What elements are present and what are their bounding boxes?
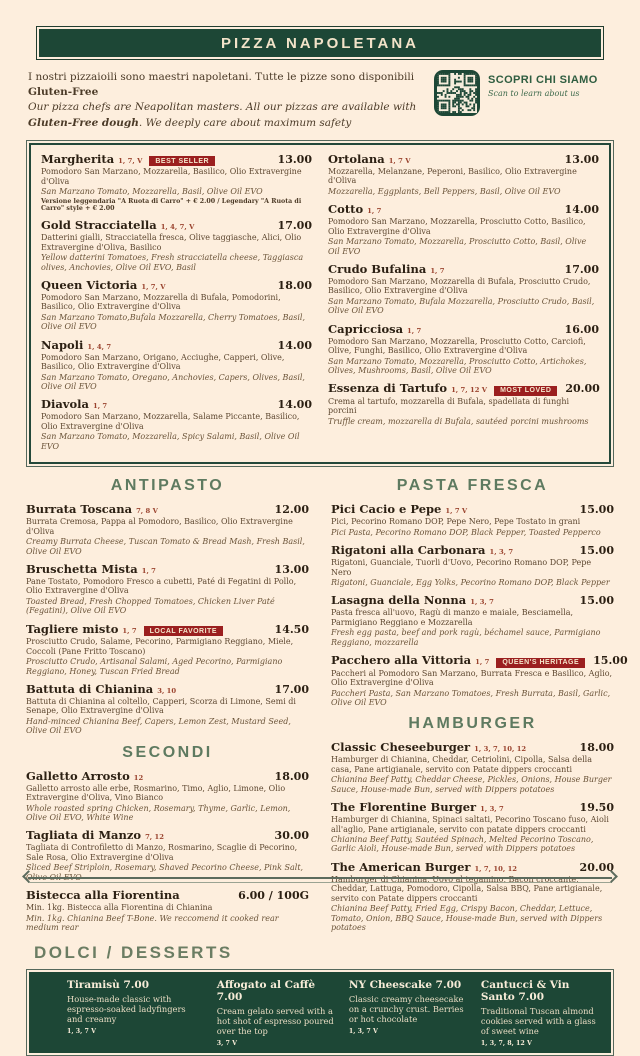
item-price: 15.00 <box>579 544 614 558</box>
item-name: Queen Victoria <box>41 277 138 292</box>
menu-item <box>26 622 309 676</box>
item-price: 17.00 <box>274 682 309 696</box>
item-desc-english: Prosciutto Crudo, Artisanal Salami, Aged Pecorino, Parmigiano Reggiano, Honey, Tuscan Fried Bread <box>26 657 283 676</box>
item-header <box>328 152 599 166</box>
menu-item <box>26 562 309 616</box>
item-price: 17.00 <box>564 262 599 276</box>
item-price: 18.00 <box>579 741 614 755</box>
item-price: 20.00 <box>579 860 614 874</box>
item-name: Bruschetta Mista <box>26 561 138 576</box>
section-title: HAMBURGER <box>408 715 537 733</box>
item-allergens: 1, 4, 7 <box>87 342 112 351</box>
dessert-item <box>67 979 203 1047</box>
item-name: Ortolana <box>328 151 385 166</box>
item-name: Napoli <box>41 337 84 352</box>
item-header <box>41 278 312 292</box>
item-header <box>41 338 312 352</box>
menu-item <box>328 381 599 426</box>
dessert-description: Traditional Tuscan almond cookies served with a glass of sweet wine <box>480 1005 596 1037</box>
dessert-description: House-made classic with espresso-soaked ladyfingers and creamy <box>67 993 186 1025</box>
menu-item <box>41 338 312 392</box>
item-header <box>26 828 309 842</box>
item-desc-english: Min. 1kg. Chianina Beef T-Bone. We reccomend it cooked rear medium rear <box>26 913 279 933</box>
item-desc-italian: Pomodoro San Marzano, Origano, Acciughe, Capperi, Olive, Basilico, Olio Extravergine d'Oliva <box>41 352 285 372</box>
item-header <box>331 653 628 668</box>
menu-item <box>26 888 309 932</box>
menu-item <box>41 278 312 332</box>
item-desc-english: San Marzano Tomato,Bufala Mozzarella, Cherry Tomatoes, Basil, Olive Oil EVO <box>41 312 306 332</box>
dessert-name: Affogato al Caffè 7.00 <box>216 978 316 1003</box>
sections-column-left <box>26 475 309 940</box>
item-desc-italian: Pomodoro San Marzano, Mozzarella, Basilico, Olio Extravergine d'Oliva <box>41 167 302 186</box>
item-badge: BEST SELLER <box>149 156 215 166</box>
item-price: 14.00 <box>277 398 312 412</box>
item-allergens: 1, 7, V <box>141 282 166 291</box>
item-header <box>328 322 599 336</box>
item-desc-english: Truffle cream, mozzarella di Bufala, sautéed porcini mushrooms <box>328 416 589 426</box>
item-desc-italian: Pomodoro San Marzano, Mozzarella, Salame Piccante, Basilico, Olio Extravergine d'Oliva <box>41 412 300 431</box>
menu-item <box>331 543 614 587</box>
item-price: 20.00 <box>565 382 600 396</box>
item-allergens: 1, 7 <box>141 566 156 575</box>
qr-code-icon <box>434 70 480 116</box>
item-price: 18.00 <box>274 769 309 783</box>
item-name: Pici Cacio e Pepe <box>331 502 442 517</box>
pizza-column-left <box>41 152 312 457</box>
menu-item <box>328 152 599 196</box>
item-name: Capricciosa <box>328 321 404 336</box>
item-desc-italian: Rigatoni, Guanciale, Tuorli d'Uovo, Pecorino Romano DOP, Pepe Nero <box>331 558 592 577</box>
item-price: 15.00 <box>593 654 628 668</box>
item-desc-english: San Marzano Tomato, Oregano, Anchovies, Capers, Olives, Basil, Olive Oil EVO <box>41 372 305 391</box>
item-header <box>41 218 312 232</box>
item-desc-english: Chianina Beef Patty, Fried Egg, Crispy Bacon, Cheddar, Lettuce, Tomato, Onion, BBQ Sauce, House-made Bun, served with Dippers potatoes <box>331 904 603 933</box>
item-desc-english: Yellow datterini Tomatoes, Fresh stracciatella cheese, Taggiasca olives, Anchovies, Olive Oil EVO, Basil <box>41 253 304 272</box>
page-title: PIZZA NAPOLETANA <box>39 29 601 57</box>
menu-section <box>26 744 309 933</box>
item-desc-italian: Crema al tartufo, mozzarella di Bufala, spadellata di funghi porcini <box>328 396 570 416</box>
item-price: 6.00 / 100G <box>238 889 309 903</box>
item-name: Gold Stracciatella <box>41 218 157 233</box>
menu-item <box>328 202 599 256</box>
item-name: Essenza di Tartufo <box>328 381 448 396</box>
dessert-allergens: 1, 3, 7, 8, 12 V <box>480 1039 532 1047</box>
intro-row <box>28 70 612 131</box>
dessert-item <box>481 979 599 1047</box>
item-desc-english: Sliced Beef Striploin, Rosemary, Shaved Pecorino Cheese, Pink Salt, Olive Oil EVO <box>26 863 304 882</box>
item-desc-italian: Hamburger di Chianina, Cheddar, Cetriolini, Cipolla, Salsa della casa, Pane artigianale, servito con Patate dippers croccanti <box>331 755 592 774</box>
item-name: Tagliere misto <box>26 621 119 636</box>
item-header <box>331 800 614 814</box>
item-name: The American Burger <box>331 859 471 874</box>
item-allergens: 7, 8 V <box>136 507 158 516</box>
item-desc-italian: Hamburger di Chianina, Spinaci saltati, Pecorino Toscano fuso, Aioli all'aglio, Pane artigianale, servito con patate dippers croccanti <box>331 815 609 834</box>
item-desc-italian: Pasta fresca all'uovo, Ragù di manzo e maiale, Besciamella, Parmigiano Reggiano e Mozzarella <box>331 608 574 627</box>
item-desc-italian: Burrata Cremosa, Pappa al Pomodoro, Basilico, Olio Extravergine d'Oliva <box>26 517 293 536</box>
dessert-item <box>217 979 335 1047</box>
item-desc-english: San Marzano Tomato, Mozzarella, Spicy Salami, Basil, Olive Oil EVO <box>41 432 300 451</box>
item-allergens: 1, 7 <box>430 266 445 275</box>
section-title: SECONDI <box>122 743 213 761</box>
section-title: ANTIPASTO <box>110 477 225 495</box>
dessert-item <box>349 979 467 1047</box>
dessert-allergens: 1, 3, 7 V <box>348 1027 378 1035</box>
item-name: The Florentine Burger <box>331 800 477 815</box>
item-allergens: 1, 7 V <box>388 156 411 165</box>
item-price: 13.00 <box>564 152 599 166</box>
item-desc-italian: Pomodoro San Marzano, Mozzarella, Prosciutto Cotto, Carciofi, Olive, Funghi, Basilico, Olio Extravergine d'Oliva <box>328 336 586 356</box>
item-header <box>331 593 614 607</box>
item-allergens: 1, 7 <box>367 207 382 216</box>
menu-item <box>41 397 312 451</box>
item-desc-italian: Hamburger di Chianina, Uovo al tegamino, Bacon croccante, Cheddar, Lattuga, Pomodoro, Cipolla, Salsa BBQ, Pane artigianale, servito con Patate dippers croccanti <box>331 874 603 903</box>
menu-item <box>331 740 614 794</box>
item-allergens: 12 <box>133 773 144 782</box>
item-desc-english: Toasted Bread, Fresh Chopped Tomatoes, Chicken Liver Paté (Fegatini), Olive Oil EVO <box>26 596 275 616</box>
item-desc-italian: Prosciutto Crudo, Salame, Pecorino, Parmigiano Reggiano, Miele, Coccoli (Pane Fritto Toscano) <box>26 637 294 656</box>
menu-section <box>331 477 628 707</box>
menu-item <box>328 262 599 316</box>
item-name: Bistecca alla Fiorentina <box>26 888 180 903</box>
menu-item <box>331 593 614 647</box>
section-title: PASTA FRESCA <box>396 477 549 495</box>
item-price: 14.00 <box>277 338 312 352</box>
dessert-name: Tiramisù 7.00 <box>67 978 150 991</box>
item-badge: MOST LOVED <box>494 386 557 396</box>
menu-item <box>328 322 599 376</box>
menu-section <box>331 715 614 932</box>
item-header <box>331 860 614 874</box>
item-allergens: 1, 7 <box>475 658 490 667</box>
item-allergens: 1, 3, 7 <box>489 548 514 557</box>
item-header <box>26 888 309 902</box>
item-desc-english: Chianina Beef Patty, Sautéed Spinach, Melted Pecorino Toscano, Garlic Aioli, House-made Bun, served with Dippers potatoes <box>331 835 594 854</box>
item-allergens: 1, 7 <box>122 626 137 635</box>
intro-italian: I nostri pizzaioili sono maestri napoletani. Tutte le pizze sono disponibili Gluten-Free <box>28 71 415 99</box>
item-desc-italian: Pomodoro San Marzano, Mozzarella di Bufala, Prosciutto Crudo, Basilico, Olio Extravergine d'Oliva <box>328 276 591 296</box>
item-header <box>26 769 309 783</box>
item-price: 15.00 <box>579 503 614 517</box>
item-price: 14.50 <box>274 622 309 636</box>
item-desc-english: Rigatoni, Guanciale, Egg Yolks, Pecorino Romano DOP, Black Pepper <box>331 577 610 587</box>
item-header <box>41 397 312 411</box>
item-price: 12.00 <box>274 503 309 517</box>
item-desc-english: San Marzano Tomato, Mozzarella, Prosciutto Cotto, Basil, Olive Oil EVO <box>328 237 587 256</box>
item-header <box>328 381 599 396</box>
item-allergens: 1, 7, V <box>118 156 143 165</box>
item-allergens: 1, 7, 10, 12 <box>474 864 518 873</box>
item-price: 13.00 <box>277 152 312 166</box>
desserts-panel <box>26 969 614 1056</box>
item-name: Classic Cheseeburger <box>331 740 471 755</box>
item-desc-italian: Pane Tostato, Pomodoro Fresco a cubetti, Paté di Fegatini di Pollo, Olio Extravergine d'Oliva <box>26 576 297 596</box>
qr-text <box>488 70 598 98</box>
item-allergens: 1, 4, 7, V <box>160 223 195 232</box>
dessert-allergens: 3, 7 V <box>216 1039 238 1047</box>
item-header <box>328 202 599 216</box>
dessert-name: Cantucci & Vin Santo 7.00 <box>480 978 570 1003</box>
qr-subheading: Scan to learn about us <box>488 88 580 98</box>
title-banner <box>36 26 604 60</box>
menu-item <box>331 860 614 933</box>
item-desc-italian: Battuta di Chianina al coltello, Capperi, Scorza di Limone, Semi di Senape, Olio Extravergine d'Oliva <box>26 696 296 716</box>
pizza-column-right <box>328 152 599 457</box>
dessert-name: NY Cheescake 7.00 <box>348 978 462 991</box>
item-header <box>331 543 614 557</box>
menu-item <box>26 682 309 736</box>
item-price: 13.00 <box>274 562 309 576</box>
item-allergens: 1, 7 <box>92 402 108 411</box>
item-desc-english: Pici Pasta, Pecorino Romano DOP, Black Pepper, Toasted Pepperco <box>331 527 601 537</box>
item-name: Pacchero alla Vittoria <box>331 653 472 668</box>
item-desc-italian: Datterini gialli, Stracciatella fresca, Olive taggiasche, Alici, Olio Extravergine d'Oliva, Basilico <box>41 233 302 252</box>
item-price: 18.00 <box>277 278 312 292</box>
desserts-title: DOLCI / DESSERTS <box>34 942 233 962</box>
item-desc-english: Whole roasted spring Chicken, Rosemary, Thyme, Garlic, Lemon, Olive Oil EVO, White Wine <box>26 803 291 822</box>
item-name: Crudo Bufalina <box>328 261 427 276</box>
item-desc-english: San Marzano Tomato, Mozzarella, Basil, Olive Oil EVO <box>41 187 263 197</box>
item-price: 17.00 <box>277 219 312 233</box>
item-desc-english: Chianina Beef Patty, Cheddar Cheese, Pickles, Onions, House Burger Sauce, House-made Bun, served with Dippers potatoes <box>331 775 612 794</box>
menu-item <box>41 218 312 272</box>
dessert-description: Cream gelato served with a hot shot of espresso poured over the top <box>216 1005 334 1037</box>
item-desc-english: Creamy Burrata Cheese, Tuscan Tomato & Bread Mash, Fresh Basil, Olive Oil EVO <box>26 537 305 556</box>
item-price: 14.00 <box>564 203 599 217</box>
intro-english: Our pizza chefs are Neapolitan masters. All our pizzas are available with Gluten-Free dough. We deeply care about maximum safety <box>28 101 417 129</box>
item-name: Lasagna della Nonna <box>331 593 467 608</box>
item-desc-english: Paccheri Pasta, San Marzano Tomatoes, Fresh Burrata, Basil, Garlic, Olive Oil EVO <box>331 688 611 707</box>
item-desc-italian: Min. 1kg. Bistecca alla Fiorentina di Chianina <box>26 903 213 913</box>
item-price: 19.50 <box>579 801 614 815</box>
item-desc-italian: Pici, Pecorino Romano DOP, Pepe Nero, Pepe Tostato in grani <box>331 517 581 527</box>
menu-section <box>26 477 309 736</box>
item-allergens: 1, 7, 12 V <box>451 386 488 395</box>
item-header <box>331 502 614 516</box>
item-desc-italian: Galletto arrosto alle erbe, Rosmarino, Timo, Aglio, Limone, Olio Extravergine d'Oliva, Vino Bianco <box>26 783 286 803</box>
item-desc-italian: Paccheri al Pomodoro San Marzano, Burrata Fresca e Basilico, Aglio, Olio Extravergine d'Oliva <box>331 668 613 688</box>
item-desc-italian: Mozzarella, Melanzane, Peperoni, Basilico, Olio Extravergine d'Oliva <box>328 166 577 186</box>
item-header <box>331 740 614 754</box>
item-name: Burrata Toscana <box>26 502 133 517</box>
dessert-description: Classic creamy cheesecake on a crunchy crust. Berries or hot chocolate <box>348 993 464 1025</box>
menu-item <box>26 769 309 823</box>
item-desc-english: Mozzarella, Eggplants, Bell Peppers, Basil, Olive Oil EVO <box>328 186 561 196</box>
menu-item <box>26 502 309 556</box>
item-name: Rigatoni alla Carbonara <box>331 543 486 558</box>
item-desc-english: San Marzano Tomato, Bufala Mozzarella, Prosciutto Crudo, Basil, Olive Oil EVO <box>328 296 595 316</box>
item-allergens: 1, 3, 7, 10, 12 <box>474 745 527 754</box>
item-allergens: 1, 3, 7 <box>470 598 494 607</box>
menu-item <box>331 653 628 707</box>
qr-block <box>434 70 612 116</box>
sections-grid <box>26 475 628 940</box>
dessert-allergens: 1, 3, 7 V <box>67 1027 96 1035</box>
page-border-ornament <box>28 877 612 883</box>
item-price: 30.00 <box>274 829 309 843</box>
item-allergens: 1, 7 <box>407 326 422 335</box>
item-badge: LOCAL FAVORITE <box>144 626 223 636</box>
menu-item <box>331 800 614 854</box>
item-desc-italian: Pomodoro San Marzano, Mozzarella di Bufala, Pomodorini, Basilico, Olio Extravergine d'Oliva <box>41 292 281 312</box>
sections-column-right <box>331 475 628 940</box>
item-header <box>41 152 312 167</box>
item-desc-italian: Pomodoro San Marzano, Mozzarella, Prosciutto Cotto, Basilico, Olio Extravergine d'Oliva <box>328 217 586 236</box>
item-header <box>26 502 309 516</box>
item-price: 16.00 <box>564 322 599 336</box>
item-header <box>328 262 599 276</box>
item-desc-english: Fresh egg pasta, beef and pork ragù, béchamel sauce, Parmigiano Reggiano, mozzarella <box>331 628 601 647</box>
item-name: Galletto Arrosto <box>26 768 130 783</box>
item-badge: QUEEN'S HERITAGE <box>496 658 585 668</box>
item-name: Diavola <box>41 397 89 412</box>
pizza-section-frame <box>26 140 614 467</box>
qr-heading: SCOPRI CHI SIAMO <box>488 74 598 86</box>
item-allergens: 1, 3, 7 <box>480 805 504 814</box>
item-price: 15.00 <box>579 594 614 608</box>
item-allergens: 1, 7 V <box>445 507 468 516</box>
menu-item <box>331 502 614 537</box>
item-desc-italian: Tagliata di Controfiletto di Manzo, Rosmarino, Scaglie di Pecorino, Sale Rosa, Olio Extravergine d'Oliva <box>26 843 298 862</box>
item-name: Battuta di Chianina <box>26 681 154 696</box>
item-allergens: 7, 12 <box>145 833 164 842</box>
item-header <box>26 682 309 696</box>
item-name: Margherita <box>41 151 115 166</box>
item-name: Cotto <box>328 202 364 217</box>
item-desc-english: Hand-minced Chianina Beef, Capers, Lemon Zest, Mustard Seed, Olive Oil EVO <box>26 716 291 736</box>
menu-item <box>26 828 309 882</box>
menu-item <box>41 152 312 212</box>
item-desc-english: San Marzano Tomato, Mozzarella, Prosciutto Cotto, Artichokes, Olives, Mushrooms, Basil, Olive Oil EVO <box>328 356 587 375</box>
item-note: Versione leggendaria "A Ruota di Carro" + € 2.00 / Legendary "A Ruota di Carro" style + € 2.00 <box>41 198 302 213</box>
item-allergens: 3, 10 <box>157 686 177 695</box>
item-header <box>26 622 309 637</box>
intro-text <box>28 70 434 131</box>
item-header <box>26 562 309 576</box>
pizza-section <box>29 143 611 464</box>
item-name: Tagliata di Manzo <box>26 828 142 843</box>
